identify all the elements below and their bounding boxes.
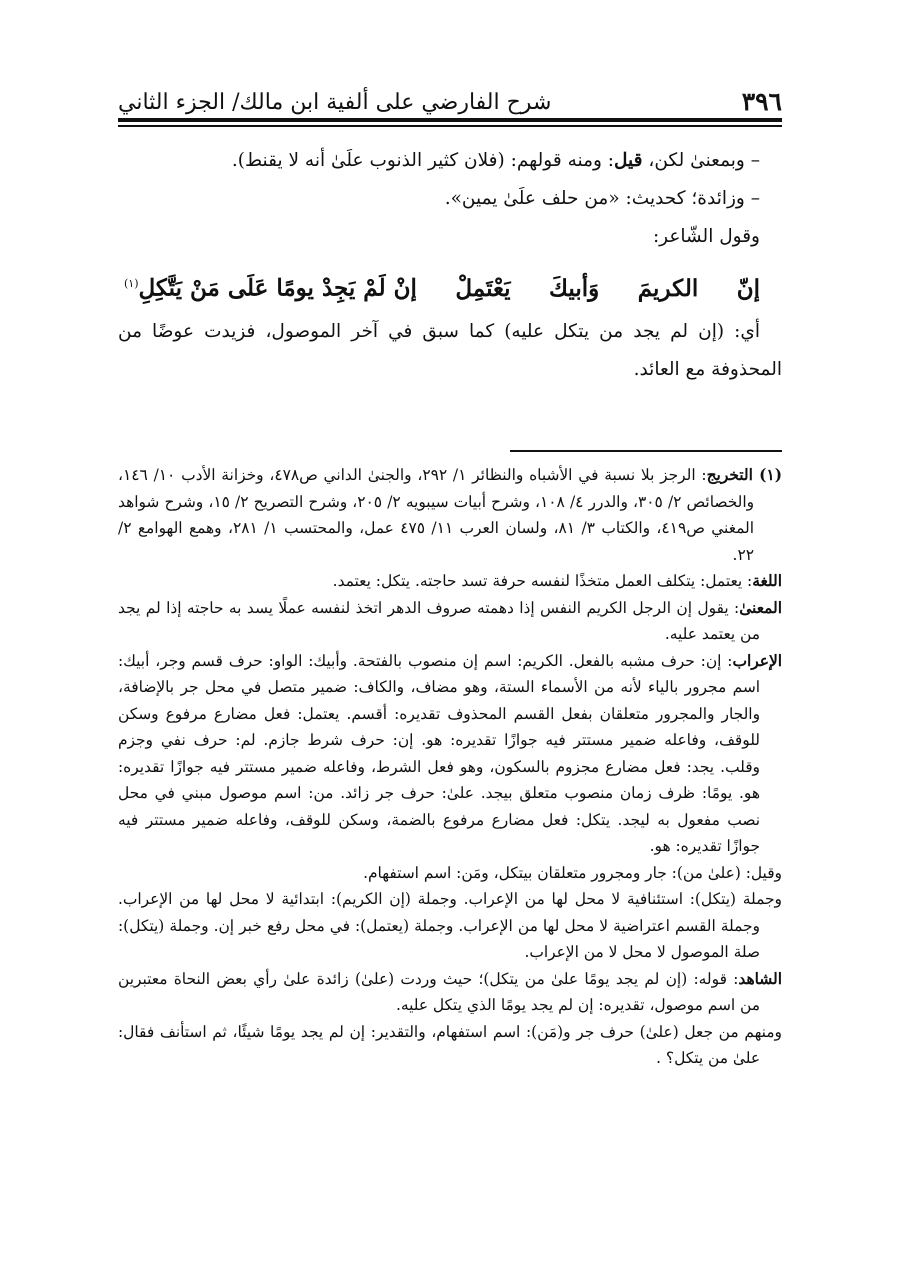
footnote-separator bbox=[510, 450, 782, 452]
verse-word-2: الكريمَ bbox=[637, 274, 699, 302]
line-zaida: – وزائدة؛ كحديث: «من حلف علَىٰ يمين». bbox=[444, 188, 760, 209]
poetry-verse bbox=[118, 256, 782, 313]
line-lakin: – وبمعنىٰ لكن، قيل: ومنه قولهم: (فلان كثير الذنوب علَىٰ أنه لا يقنط). bbox=[231, 150, 760, 171]
footnote-irab: الإعراب: إن: حرف مشبه بالفعل. الكريم: اسم إن منصوب بالفتحة. وأبيك: الواو: حرف قسم وجر، أبيك: اسم مجرور بالياء لأنه من الأسماء الستة، وهو مضاف، والكاف: ضمير متصل في محل جر بالإضافة، والجار والمجرور متعلقان بفعل القسم المحذوف تقديره: أقسم. يعتمل: فعل مضارع مرفوع وسكن للوقف، وفاعله ضمير مستتر فيه جوازًا تقديره: هو. إن: حرف شرط جازم. لم: حرف نفي وجزم وقلب. يجد: فعل مضارع مجزوم بالسكون، وهو فعل الشرط، وفاعله ضمير مستتر فيه جوازًا تقديره: هو. يومًا: ظرف زمان منصوب متعلق بيجد. علىٰ: حرف جر زائد. من: اسم موصول مبني في محل نصب مفعول به ليجد. يتكل: فعل مضارع مرفوع بالضمة، وسكن للوقف، وفاعله ضمير مستتر فيه جوازًا تقديره: هو. bbox=[118, 651, 782, 855]
page-header bbox=[118, 74, 782, 114]
footnote-jumla: وجملة (يتكل): استئنافية لا محل لها من الإعراب. وجملة (إن الكريم): ابتدائية لا محل لها من الإعراب. وجملة القسم اعتراضية لا محل لها من الإعراب. وجملة (يعتمل): في محل رفع خبر إن. وجملة (يتكل): صلة الموصول لا محل لا من الإعراب. bbox=[118, 890, 782, 961]
footnote-lugha: اللغة: يعتمل: يتكلف العمل متخذًا لنفسه حرفة تسد حاجته. يتكل: يعتمد. bbox=[332, 572, 782, 590]
verse-word-1: إنّ bbox=[736, 274, 760, 302]
verse-hemistich-2: إنْ لَمْ يَجِدْ يومًا عَلَى مَنْ يَتَّكِلِ$^{(١)}$ bbox=[124, 274, 417, 302]
footnote-qil: وقيل: (علىٰ من): جار ومجرور متعلقان بيتكل، ومَن: اسم استفهام. bbox=[363, 863, 782, 882]
footnote-shahid: الشاهد: قوله: (إن لم يجد يومًا علىٰ من يتكل)؛ حيث وردت (علىٰ) زائدة علىٰ رأي بعض النحاة معتبرين من اسم موصول، تقديره: إن لم يجد يومًا الذي يتكل عليه. bbox=[118, 969, 782, 1014]
footnote-takhrij: (١) التخريج: الرجز بلا نسبة في الأشباه والنظائر ١/ ٢٩٢، والجنىٰ الداني ص٤٧٨، وخزانة الأدب ١٠/ ١٤٦، والخصائص ٢/ ٣٠٥، والدرر ٤/ ١٠٨، وشرح أبيات سيبويه ٢/ ٢٠٥، وشرح التصريح ٢/ ١٥، وشرح شواهد المغني ص٤١٩، والكتاب ٣/ ٨١، ولسان العرب ١١/ ٤٧٥ عمل، والمحتسب ١/ ٢٨١، وهمع الهوامع ٢/ ٢٢. bbox=[118, 466, 782, 564]
header-rule-thick bbox=[118, 118, 782, 122]
verse-word-3: وَأبيكَ bbox=[549, 274, 600, 302]
verse-word-4: يَعْتَمِلْ bbox=[455, 274, 511, 302]
poet-intro: وقول الشّاعر: bbox=[652, 226, 760, 247]
page-number: ٣٩٦ bbox=[741, 87, 782, 116]
footnotes bbox=[118, 462, 782, 1072]
footnote-mana: المعنىٰ: يقول إن الرجل الكريم النفس إذا دهمته صروف الدهر اتخذ لنفسه عملًا يسد به حاجته إذا لم يجد من يعتمد عليه. bbox=[118, 598, 782, 643]
main-text bbox=[118, 142, 782, 389]
header-rule-thin bbox=[118, 125, 782, 127]
footnote-minhum: ومنهم من جعل (علىٰ) حرف جر و(مَن): اسم استفهام، والتقدير: إن لم يجد يومًا شيئًا، ثم استأنف فقال: علىٰ من يتكل؟ . bbox=[118, 1022, 782, 1067]
explanation: أي: (إن لم يجد من يتكل عليه) كما سبق في آخر الموصول، فزيدت عوضًا من المحذوفة مع العائد. bbox=[118, 320, 782, 380]
running-title: شرح الفارضي على ألفية ابن مالك/ الجزء الثاني bbox=[118, 90, 552, 115]
footnote-ref: (١) bbox=[124, 277, 139, 290]
